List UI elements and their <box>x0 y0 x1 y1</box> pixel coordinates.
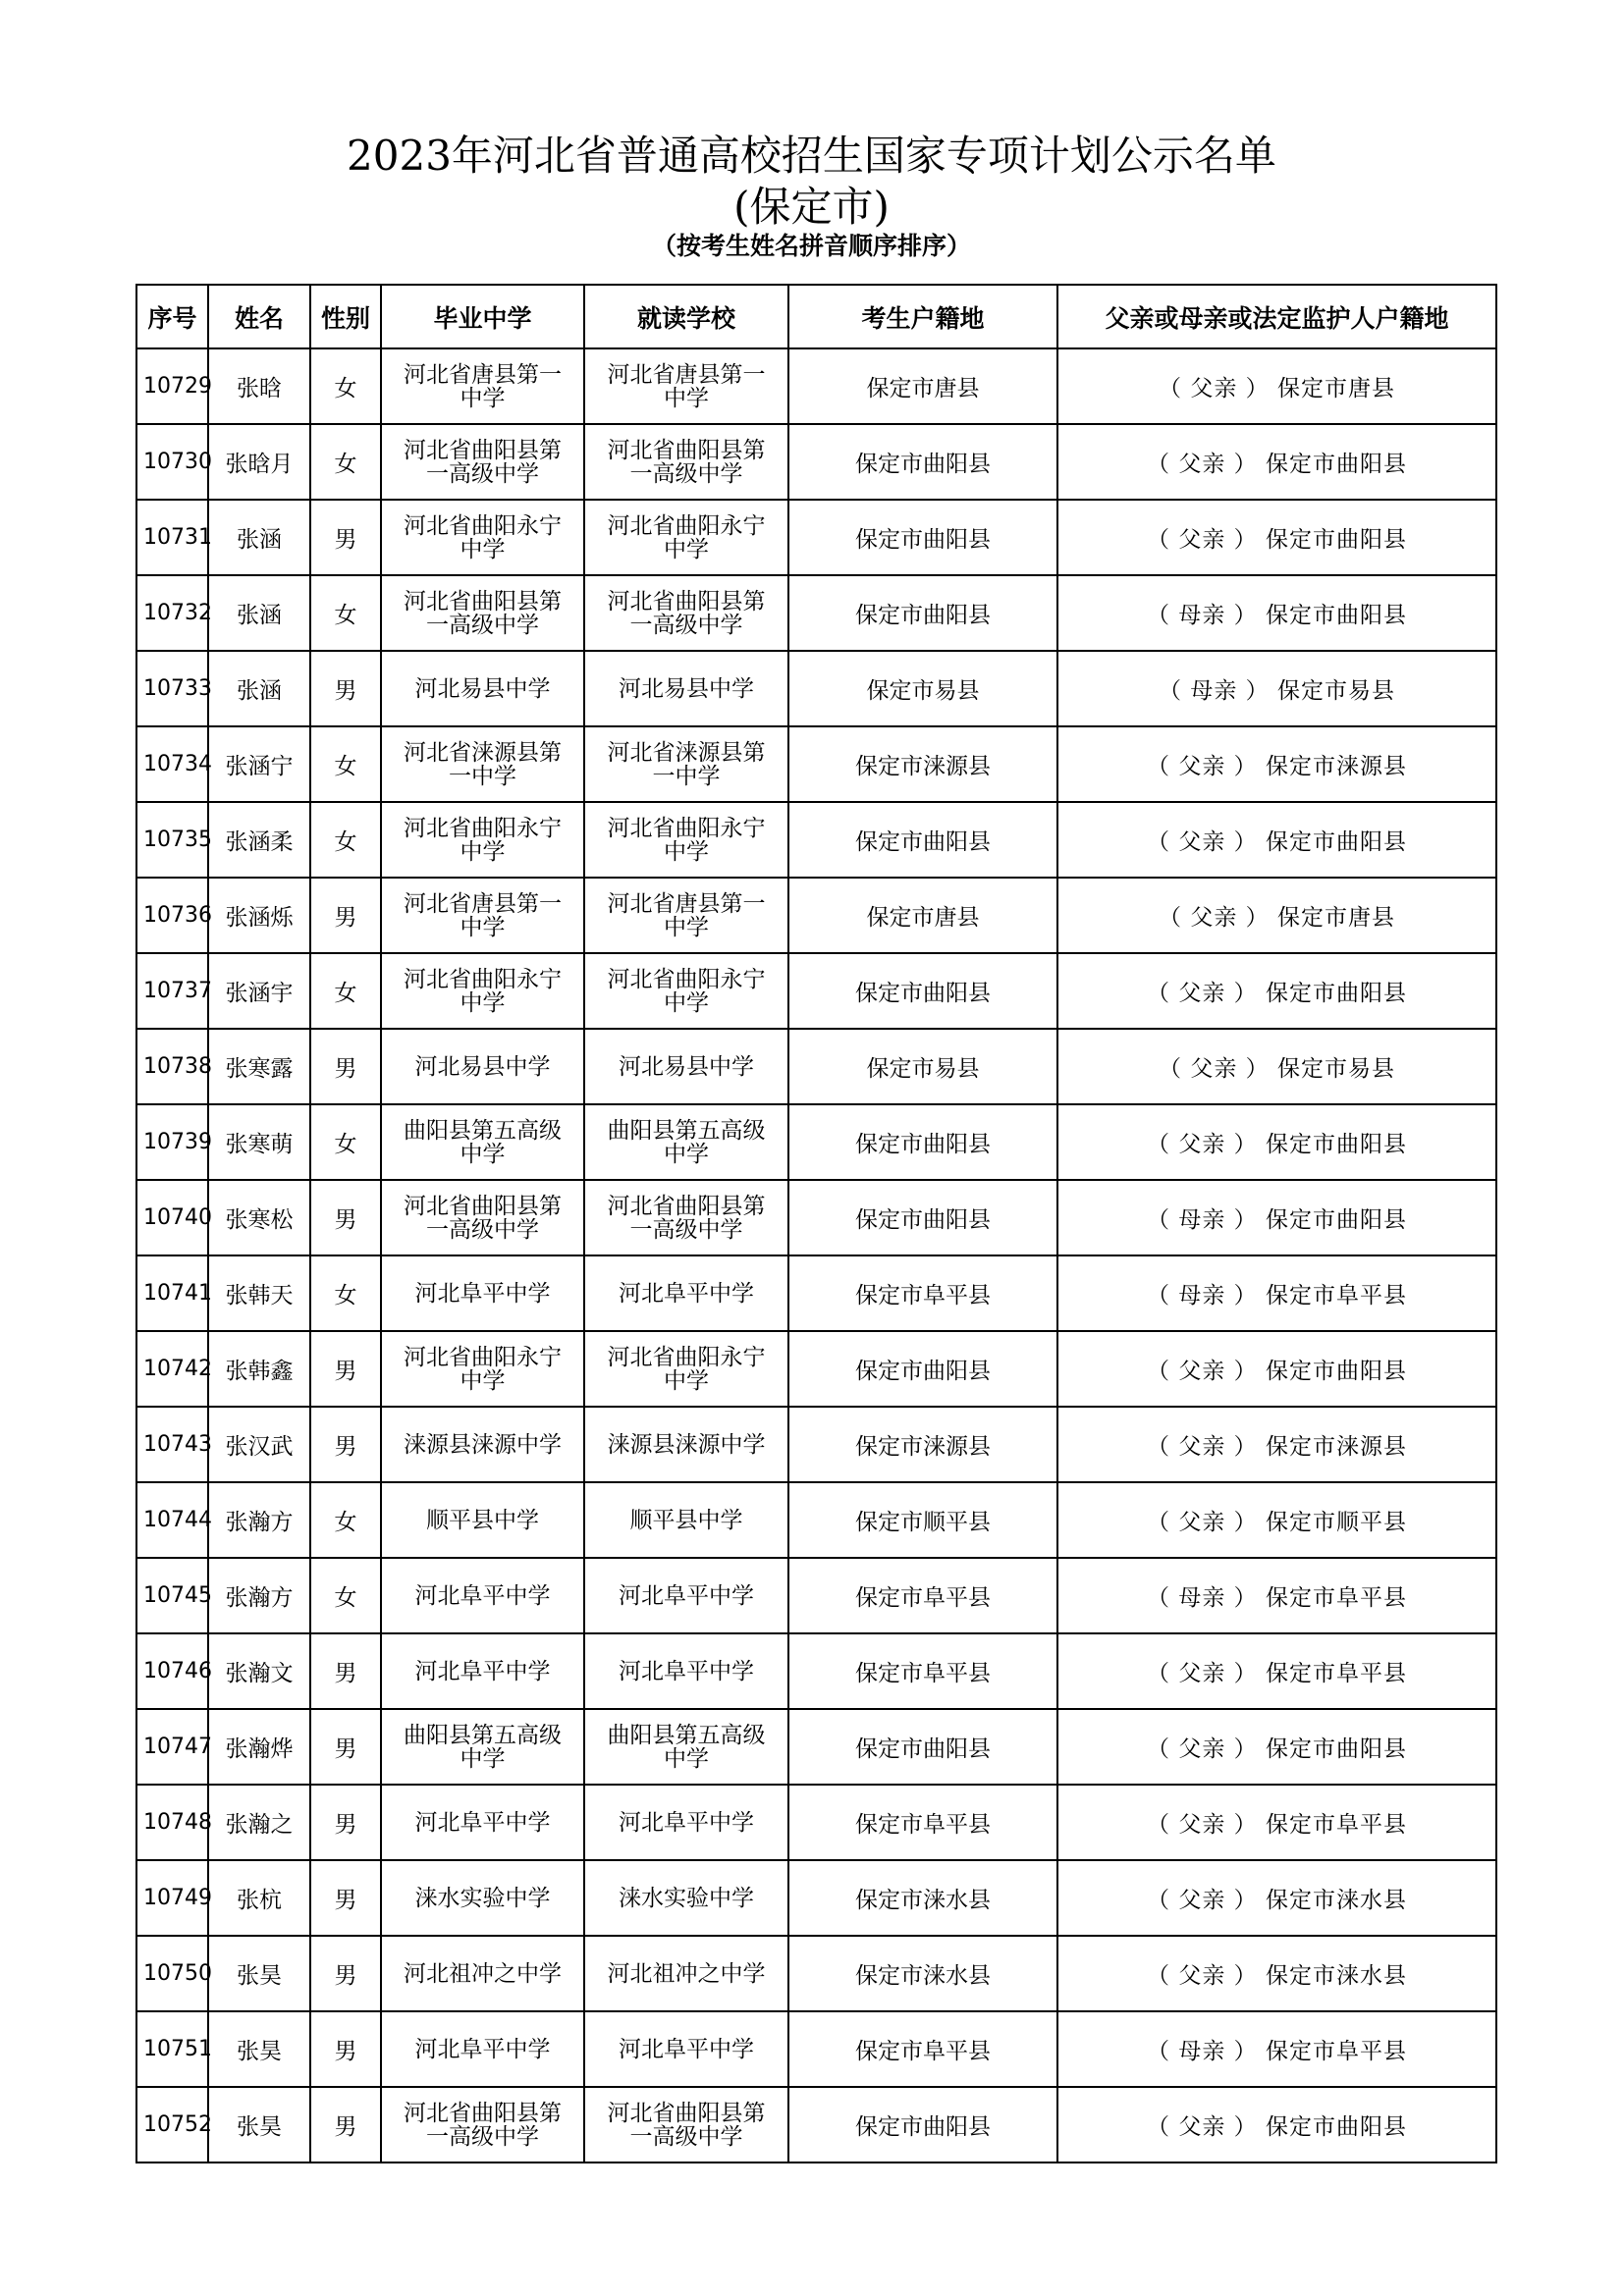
cell-gender: 女 <box>310 348 381 424</box>
cell-current-school <box>584 1331 788 1407</box>
cell-grad-school <box>381 1331 584 1407</box>
header-parent-hukou: 父亲或母亲或法定监护人户籍地 <box>1057 285 1496 348</box>
school-line: 河北阜平中学 <box>414 2036 551 2062</box>
cell-gender: 男 <box>310 878 381 953</box>
cell-gender: 男 <box>310 1331 381 1407</box>
school-line: 河北省曲阳永宁 <box>607 1344 766 1370</box>
cell-grad-school <box>381 1860 584 1936</box>
school-line: 一高级中学 <box>629 612 743 638</box>
cell-student-hukou: 保定市曲阳县 <box>788 1331 1057 1407</box>
school-line: 一中学 <box>449 763 516 789</box>
cell-student-hukou: 保定市唐县 <box>788 348 1057 424</box>
cell-seq: 10751 <box>136 2011 208 2087</box>
school-line: 河北省曲阳永宁 <box>404 1344 562 1370</box>
cell-gender: 男 <box>310 651 381 726</box>
cell-parent-hukou: （ 母亲 ） 保定市阜平县 <box>1057 1558 1496 1633</box>
school-line: 一中学 <box>652 763 721 789</box>
cell-parent-hukou: （ 父亲 ） 保定市曲阳县 <box>1057 1331 1496 1407</box>
cell-seq: 10748 <box>136 1785 208 1860</box>
cell-student-hukou: 保定市涞源县 <box>788 726 1057 802</box>
table-row <box>136 1331 1496 1407</box>
table-row <box>136 348 1496 424</box>
cell-parent-hukou: （ 父亲 ） 保定市曲阳县 <box>1057 2087 1496 2163</box>
school-line: 河北省曲阳县第 <box>404 2100 562 2126</box>
school-line: 河北省唐县第一 <box>607 361 766 388</box>
school-line: 河北省曲阳永宁 <box>607 512 766 539</box>
table-row <box>136 651 1496 726</box>
cell-grad-school <box>381 1785 584 1860</box>
cell-student-hukou: 保定市曲阳县 <box>788 802 1057 878</box>
cell-student-hukou: 保定市阜平县 <box>788 1785 1057 1860</box>
school-line: 河北省曲阳县第 <box>404 437 562 463</box>
cell-name: 张涵烁 <box>208 878 310 953</box>
cell-grad-school <box>381 348 584 424</box>
cell-name: 张昊 <box>208 1936 310 2011</box>
cell-parent-hukou: （ 父亲 ） 保定市曲阳县 <box>1057 1709 1496 1785</box>
cell-name: 张韩鑫 <box>208 1331 310 1407</box>
cell-student-hukou: 保定市涞水县 <box>788 1860 1057 1936</box>
cell-gender: 男 <box>310 1785 381 1860</box>
cell-gender: 男 <box>310 1407 381 1482</box>
cell-gender: 男 <box>310 1709 381 1785</box>
school-line: 一高级中学 <box>426 1216 539 1243</box>
cell-grad-school <box>381 802 584 878</box>
school-line: 涞水实验中学 <box>619 1885 754 1911</box>
cell-name: 张瀚文 <box>208 1633 310 1709</box>
school-line: 顺平县中学 <box>426 1507 539 1533</box>
school-line: 中学 <box>460 1141 506 1167</box>
school-line: 河北祖冲之中学 <box>404 1960 562 1987</box>
cell-current-school <box>584 1936 788 2011</box>
cell-student-hukou: 保定市曲阳县 <box>788 575 1057 651</box>
cell-seq: 10743 <box>136 1407 208 1482</box>
header-seq: 序号 <box>136 285 208 348</box>
table-row <box>136 575 1496 651</box>
cell-seq: 10746 <box>136 1633 208 1709</box>
cell-gender: 女 <box>310 1558 381 1633</box>
header-grad-school: 毕业中学 <box>381 285 584 348</box>
cell-student-hukou: 保定市曲阳县 <box>788 1709 1057 1785</box>
cell-seq: 10741 <box>136 1255 208 1331</box>
cell-grad-school <box>381 1180 584 1255</box>
cell-name: 张晗月 <box>208 424 310 500</box>
cell-current-school <box>584 1407 788 1482</box>
cell-seq: 10739 <box>136 1104 208 1180</box>
table-row <box>136 2011 1496 2087</box>
table-row <box>136 953 1496 1029</box>
cell-parent-hukou: （ 父亲 ） 保定市阜平县 <box>1057 1785 1496 1860</box>
cell-name: 张瀚之 <box>208 1785 310 1860</box>
cell-current-school <box>584 1255 788 1331</box>
cell-gender: 男 <box>310 1633 381 1709</box>
cell-current-school <box>584 953 788 1029</box>
cell-name: 张涵 <box>208 651 310 726</box>
table-row <box>136 878 1496 953</box>
school-line: 河北阜平中学 <box>619 2036 754 2062</box>
cell-current-school <box>584 500 788 575</box>
table-row <box>136 1482 1496 1558</box>
cell-gender: 男 <box>310 1936 381 2011</box>
school-line: 曲阳县第五高级 <box>404 1117 562 1144</box>
cell-student-hukou: 保定市易县 <box>788 651 1057 726</box>
school-line: 河北省曲阳永宁 <box>607 815 766 841</box>
cell-gender: 女 <box>310 1482 381 1558</box>
cell-current-school <box>584 1785 788 1860</box>
table-row <box>136 1936 1496 2011</box>
header-gender: 性别 <box>310 285 381 348</box>
school-line: 河北省涞源县第 <box>404 739 562 766</box>
school-line: 河北省曲阳县第 <box>607 588 766 614</box>
school-line: 河北易县中学 <box>619 675 754 702</box>
cell-name: 张晗 <box>208 348 310 424</box>
cell-parent-hukou: （ 父亲 ） 保定市顺平县 <box>1057 1482 1496 1558</box>
school-line: 曲阳县第五高级 <box>607 1722 766 1748</box>
school-line: 河北阜平中学 <box>619 1809 754 1836</box>
table-row <box>136 424 1496 500</box>
sort-note: （按考生姓名拼音顺序排序） <box>651 232 971 260</box>
cell-seq: 10737 <box>136 953 208 1029</box>
cell-gender: 女 <box>310 802 381 878</box>
school-line: 一高级中学 <box>426 460 539 487</box>
cell-parent-hukou: （ 父亲 ） 保定市涞源县 <box>1057 726 1496 802</box>
cell-grad-school <box>381 726 584 802</box>
document-subtitle: (保定市) <box>733 183 890 231</box>
school-line: 涞水实验中学 <box>414 1885 551 1911</box>
cell-grad-school <box>381 1936 584 2011</box>
table-row <box>136 1558 1496 1633</box>
cell-name: 张韩天 <box>208 1255 310 1331</box>
school-line: 中学 <box>460 536 506 562</box>
cell-current-school <box>584 1180 788 1255</box>
cell-grad-school <box>381 1633 584 1709</box>
school-line: 河北省曲阳县第 <box>404 588 562 614</box>
cell-seq: 10745 <box>136 1558 208 1633</box>
cell-parent-hukou: （ 父亲 ） 保定市曲阳县 <box>1057 500 1496 575</box>
cell-current-school <box>584 1482 788 1558</box>
cell-parent-hukou: （ 母亲 ） 保定市曲阳县 <box>1057 575 1496 651</box>
cell-seq: 10742 <box>136 1331 208 1407</box>
cell-student-hukou: 保定市顺平县 <box>788 1482 1057 1558</box>
cell-student-hukou: 保定市曲阳县 <box>788 424 1057 500</box>
cell-seq: 10736 <box>136 878 208 953</box>
cell-gender: 男 <box>310 1860 381 1936</box>
cell-parent-hukou: （ 母亲 ） 保定市阜平县 <box>1057 2011 1496 2087</box>
school-line: 河北省曲阳县第 <box>607 1193 766 1219</box>
cell-seq: 10732 <box>136 575 208 651</box>
school-line: 一高级中学 <box>426 2123 539 2150</box>
school-line: 河北易县中学 <box>619 1053 754 1080</box>
cell-name: 张杭 <box>208 1860 310 1936</box>
cell-name: 张汉武 <box>208 1407 310 1482</box>
cell-seq: 10730 <box>136 424 208 500</box>
table-row <box>136 726 1496 802</box>
school-line: 河北易县中学 <box>414 1053 551 1080</box>
cell-name: 张涵宁 <box>208 726 310 802</box>
cell-seq: 10740 <box>136 1180 208 1255</box>
cell-parent-hukou: （ 父亲 ） 保定市曲阳县 <box>1057 953 1496 1029</box>
cell-grad-school <box>381 1558 584 1633</box>
school-line: 中学 <box>664 1141 709 1167</box>
header-name: 姓名 <box>208 285 310 348</box>
school-line: 曲阳县第五高级 <box>607 1117 766 1144</box>
cell-student-hukou: 保定市曲阳县 <box>788 500 1057 575</box>
table-row <box>136 1860 1496 1936</box>
school-line: 河北省曲阳县第 <box>607 2100 766 2126</box>
cell-seq: 10749 <box>136 1860 208 1936</box>
cell-seq: 10750 <box>136 1936 208 2011</box>
school-line: 中学 <box>664 914 709 940</box>
cell-parent-hukou: （ 父亲 ） 保定市涞源县 <box>1057 1407 1496 1482</box>
table-row <box>136 1785 1496 1860</box>
table-row <box>136 500 1496 575</box>
cell-parent-hukou: （ 父亲 ） 保定市曲阳县 <box>1057 424 1496 500</box>
table-row <box>136 802 1496 878</box>
school-line: 河北省曲阳县第 <box>607 437 766 463</box>
cell-current-school <box>584 2087 788 2163</box>
school-line: 一高级中学 <box>629 2123 743 2150</box>
cell-gender: 男 <box>310 2011 381 2087</box>
cell-student-hukou: 保定市曲阳县 <box>788 2087 1057 2163</box>
cell-parent-hukou: （ 父亲 ） 保定市阜平县 <box>1057 1633 1496 1709</box>
school-line: 河北阜平中学 <box>619 1582 754 1609</box>
table-row <box>136 2087 1496 2163</box>
school-line: 中学 <box>460 385 506 411</box>
school-line: 曲阳县第五高级 <box>404 1722 562 1748</box>
roster-table <box>135 284 1497 2163</box>
cell-student-hukou: 保定市唐县 <box>788 878 1057 953</box>
school-line: 河北省唐县第一 <box>607 890 766 917</box>
cell-name: 张涵宇 <box>208 953 310 1029</box>
school-line: 一高级中学 <box>629 1216 743 1243</box>
cell-name: 张瀚方 <box>208 1482 310 1558</box>
school-line: 河北省唐县第一 <box>404 890 562 917</box>
table-row <box>136 1029 1496 1104</box>
header-row <box>136 285 1496 348</box>
school-line: 河北省唐县第一 <box>404 361 562 388</box>
cell-gender: 女 <box>310 953 381 1029</box>
cell-name: 张寒萌 <box>208 1104 310 1180</box>
cell-student-hukou: 保定市阜平县 <box>788 2011 1057 2087</box>
cell-name: 张寒松 <box>208 1180 310 1255</box>
cell-grad-school <box>381 2011 584 2087</box>
cell-grad-school <box>381 1407 584 1482</box>
cell-seq: 10735 <box>136 802 208 878</box>
cell-parent-hukou: （ 父亲 ） 保定市唐县 <box>1057 348 1496 424</box>
cell-current-school <box>584 1709 788 1785</box>
cell-gender: 男 <box>310 1180 381 1255</box>
cell-grad-school <box>381 953 584 1029</box>
cell-grad-school <box>381 500 584 575</box>
school-line: 河北省曲阳县第 <box>404 1193 562 1219</box>
document-title: 2023年河北省普通高校招生国家专项计划公示名单 <box>347 132 1276 180</box>
school-line: 河北阜平中学 <box>619 1280 754 1307</box>
cell-current-school <box>584 1633 788 1709</box>
school-line: 中学 <box>460 838 506 865</box>
school-line: 中学 <box>664 536 709 562</box>
cell-gender: 男 <box>310 1029 381 1104</box>
school-line: 中学 <box>664 989 709 1016</box>
cell-student-hukou: 保定市曲阳县 <box>788 1104 1057 1180</box>
cell-gender: 女 <box>310 1255 381 1331</box>
cell-grad-school <box>381 1709 584 1785</box>
table-row <box>136 1255 1496 1331</box>
school-line: 一高级中学 <box>629 460 743 487</box>
school-line: 河北阜平中学 <box>414 1658 551 1684</box>
school-line: 涞源县涞源中学 <box>404 1431 562 1458</box>
school-line: 河北阜平中学 <box>414 1582 551 1609</box>
cell-gender: 男 <box>310 500 381 575</box>
school-line: 中学 <box>664 1745 709 1772</box>
cell-gender: 男 <box>310 2087 381 2163</box>
cell-seq: 10744 <box>136 1482 208 1558</box>
cell-parent-hukou: （ 父亲 ） 保定市涞水县 <box>1057 1860 1496 1936</box>
cell-grad-school <box>381 1255 584 1331</box>
school-line: 中学 <box>460 914 506 940</box>
cell-gender: 女 <box>310 1104 381 1180</box>
cell-seq: 10729 <box>136 348 208 424</box>
cell-grad-school <box>381 1482 584 1558</box>
cell-student-hukou: 保定市阜平县 <box>788 1558 1057 1633</box>
school-line: 中学 <box>664 1367 709 1394</box>
cell-name: 张涵 <box>208 575 310 651</box>
cell-gender: 女 <box>310 575 381 651</box>
school-line: 河北省曲阳永宁 <box>607 966 766 992</box>
school-line: 河北易县中学 <box>414 675 551 702</box>
cell-name: 张寒露 <box>208 1029 310 1104</box>
cell-current-school <box>584 726 788 802</box>
school-line: 中学 <box>460 1745 506 1772</box>
cell-student-hukou: 保定市易县 <box>788 1029 1057 1104</box>
cell-name: 张瀚方 <box>208 1558 310 1633</box>
cell-name: 张瀚烨 <box>208 1709 310 1785</box>
cell-name: 张涵柔 <box>208 802 310 878</box>
school-line: 河北阜平中学 <box>619 1658 754 1684</box>
table-row <box>136 1180 1496 1255</box>
cell-parent-hukou: （ 父亲 ） 保定市曲阳县 <box>1057 1104 1496 1180</box>
cell-grad-school <box>381 575 584 651</box>
cell-current-school <box>584 1860 788 1936</box>
cell-seq: 10734 <box>136 726 208 802</box>
cell-seq: 10731 <box>136 500 208 575</box>
cell-current-school <box>584 575 788 651</box>
cell-grad-school <box>381 651 584 726</box>
school-line: 河北省曲阳永宁 <box>404 966 562 992</box>
cell-parent-hukou: （ 父亲 ） 保定市易县 <box>1057 1029 1496 1104</box>
cell-current-school <box>584 2011 788 2087</box>
cell-current-school <box>584 802 788 878</box>
cell-parent-hukou: （ 母亲 ） 保定市曲阳县 <box>1057 1180 1496 1255</box>
cell-grad-school <box>381 1029 584 1104</box>
header-current-school: 就读学校 <box>584 285 788 348</box>
cell-seq: 10733 <box>136 651 208 726</box>
school-line: 中学 <box>664 838 709 865</box>
cell-current-school <box>584 878 788 953</box>
cell-gender: 女 <box>310 726 381 802</box>
cell-current-school <box>584 1104 788 1180</box>
header-student-hukou: 考生户籍地 <box>788 285 1057 348</box>
cell-grad-school <box>381 2087 584 2163</box>
school-line: 河北阜平中学 <box>414 1280 551 1307</box>
cell-current-school <box>584 348 788 424</box>
cell-current-school <box>584 424 788 500</box>
cell-current-school <box>584 1029 788 1104</box>
cell-grad-school <box>381 1104 584 1180</box>
cell-student-hukou: 保定市涞源县 <box>788 1407 1057 1482</box>
school-line: 河北省涞源县第 <box>607 739 766 766</box>
cell-student-hukou: 保定市曲阳县 <box>788 953 1057 1029</box>
school-line: 中学 <box>460 1367 506 1394</box>
cell-grad-school <box>381 878 584 953</box>
cell-seq: 10747 <box>136 1709 208 1785</box>
cell-parent-hukou: （ 母亲 ） 保定市易县 <box>1057 651 1496 726</box>
school-line: 河北省曲阳永宁 <box>404 512 562 539</box>
cell-seq: 10738 <box>136 1029 208 1104</box>
school-line: 一高级中学 <box>426 612 539 638</box>
cell-gender: 女 <box>310 424 381 500</box>
school-line: 中学 <box>460 989 506 1016</box>
cell-name: 张昊 <box>208 2011 310 2087</box>
cell-parent-hukou: （ 父亲 ） 保定市唐县 <box>1057 878 1496 953</box>
school-line: 涞源县涞源中学 <box>607 1431 766 1458</box>
cell-grad-school <box>381 424 584 500</box>
school-line: 河北祖冲之中学 <box>607 1960 766 1987</box>
cell-student-hukou: 保定市阜平县 <box>788 1633 1057 1709</box>
cell-seq: 10752 <box>136 2087 208 2163</box>
cell-student-hukou: 保定市阜平县 <box>788 1255 1057 1331</box>
table-row <box>136 1633 1496 1709</box>
table-row <box>136 1407 1496 1482</box>
school-line: 河北阜平中学 <box>414 1809 551 1836</box>
cell-parent-hukou: （ 父亲 ） 保定市曲阳县 <box>1057 802 1496 878</box>
table-row <box>136 1709 1496 1785</box>
school-line: 河北省曲阳永宁 <box>404 815 562 841</box>
school-line: 中学 <box>664 385 709 411</box>
cell-name: 张昊 <box>208 2087 310 2163</box>
school-line: 顺平县中学 <box>629 1507 743 1533</box>
cell-current-school <box>584 651 788 726</box>
cell-student-hukou: 保定市曲阳县 <box>788 1180 1057 1255</box>
cell-parent-hukou: （ 父亲 ） 保定市涞水县 <box>1057 1936 1496 2011</box>
cell-student-hukou: 保定市涞水县 <box>788 1936 1057 2011</box>
table-row <box>136 1104 1496 1180</box>
cell-name: 张涵 <box>208 500 310 575</box>
cell-current-school <box>584 1558 788 1633</box>
cell-parent-hukou: （ 母亲 ） 保定市阜平县 <box>1057 1255 1496 1331</box>
